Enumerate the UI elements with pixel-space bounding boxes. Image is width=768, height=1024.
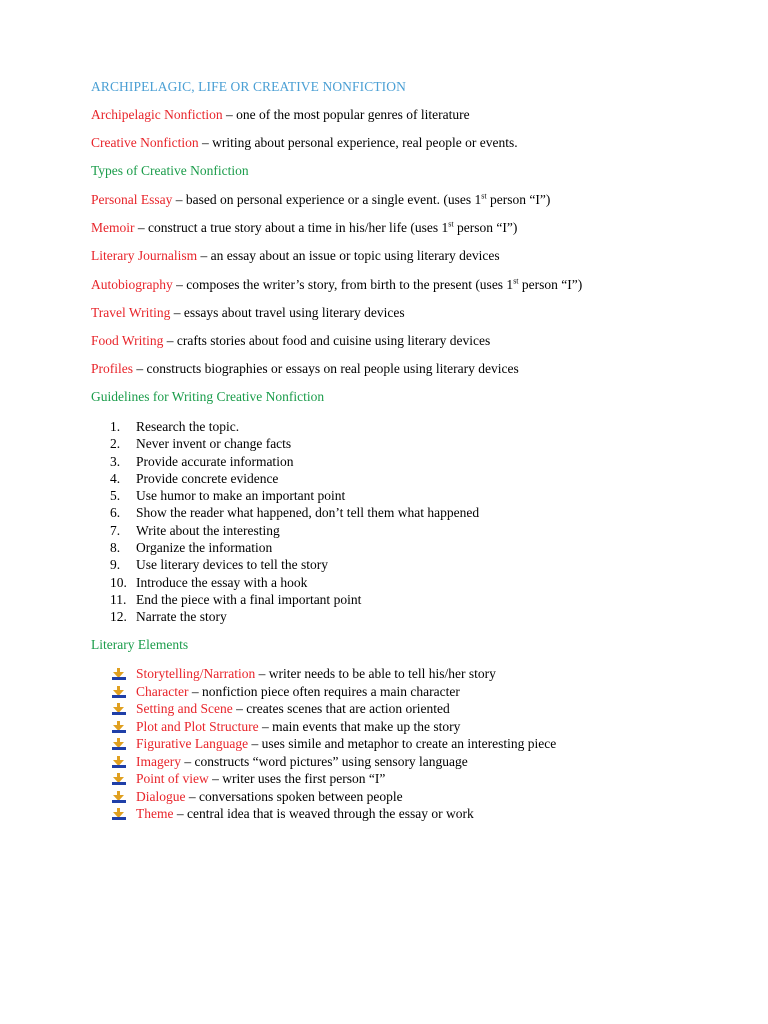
arrow-bullet-icon xyxy=(112,738,126,750)
element-desc: – uses simile and metaphor to create an interesting piece xyxy=(248,736,557,751)
type-autobiography xyxy=(91,277,582,293)
definition-archipelagic xyxy=(91,107,470,123)
type-term: Memoir xyxy=(91,220,135,235)
list-item xyxy=(91,522,479,539)
element-term: Dialogue xyxy=(136,788,186,804)
element-desc: – writer needs to be able to tell his/her story xyxy=(255,666,496,681)
list-text: Show the reader what happened, don’t tell them what happened xyxy=(136,505,480,521)
arrow-bullet-icon xyxy=(112,756,126,768)
guidelines-heading: Guidelines for Writing Creative Nonfiction xyxy=(91,389,325,404)
type-desc: – based on personal experience or a single event. (uses 1 xyxy=(172,192,482,207)
type-tail: person “I”) xyxy=(486,192,551,207)
list-item xyxy=(91,556,479,573)
arrow-bullet-icon xyxy=(112,686,126,698)
list-number: 3. xyxy=(110,453,121,469)
element-term: Figurative Language xyxy=(136,736,249,751)
type-term: Autobiography xyxy=(91,277,173,292)
list-number: 2. xyxy=(110,436,121,452)
list-text: Never invent or change facts xyxy=(136,436,292,452)
list-item xyxy=(91,418,479,435)
type-term: Personal Essay xyxy=(91,192,173,207)
list-text: Use literary devices to tell the story xyxy=(136,557,328,573)
list-item xyxy=(91,487,479,504)
type-memoir xyxy=(91,220,517,236)
type-term: Food Writing xyxy=(91,333,164,348)
definition-desc: – one of the most popular genres of literature xyxy=(222,107,470,122)
list-number: 4. xyxy=(110,470,121,486)
type-sup: st xyxy=(448,219,454,229)
type-personal-essay xyxy=(91,192,550,208)
list-text: Write about the interesting xyxy=(136,522,280,538)
arrow-bullet-icon xyxy=(112,703,126,715)
definition-creative xyxy=(91,135,518,151)
list-item xyxy=(91,539,479,556)
list-number: 5. xyxy=(110,488,121,504)
elements-list xyxy=(112,665,556,823)
list-item xyxy=(112,665,556,683)
list-item xyxy=(112,788,556,806)
arrow-bullet-icon xyxy=(112,668,126,680)
definition-desc: – writing about personal experience, real people or events. xyxy=(198,135,518,150)
element-term: Point of view xyxy=(136,771,209,786)
element-desc: – creates scenes that are action oriented xyxy=(232,701,450,716)
list-number: 12. xyxy=(110,609,127,625)
arrow-bullet-icon xyxy=(112,791,126,803)
arrow-bullet-icon xyxy=(112,773,126,785)
arrow-bullet-icon xyxy=(112,808,126,820)
type-term: Profiles xyxy=(91,361,133,376)
element-term: Plot and Plot Structure xyxy=(136,718,259,734)
element-term: Theme xyxy=(136,806,174,821)
type-desc: – crafts stories about food and cuisine using literary devices xyxy=(163,333,491,348)
list-text: Organize the information xyxy=(136,540,273,556)
list-item xyxy=(91,504,479,521)
arrow-bullet-icon xyxy=(112,721,126,733)
type-term: Travel Writing xyxy=(91,305,171,320)
element-term: Imagery xyxy=(136,753,181,769)
list-text: Provide accurate information xyxy=(136,453,294,469)
type-literary-journalism xyxy=(91,248,500,264)
list-number: 9. xyxy=(110,557,121,573)
list-item xyxy=(91,608,479,625)
list-item xyxy=(91,470,479,487)
type-desc: – construct a true story about a time in his/her life (uses 1 xyxy=(134,220,449,235)
list-item xyxy=(112,770,556,788)
list-item xyxy=(112,753,556,771)
list-number: 1. xyxy=(110,419,121,434)
element-term: Storytelling/Narration xyxy=(136,666,256,681)
element-desc: – nonfiction piece often requires a main character xyxy=(188,683,460,699)
element-desc: – writer uses the first person “I” xyxy=(208,771,386,786)
element-desc: – main events that make up the story xyxy=(258,718,461,734)
list-number: 7. xyxy=(110,522,121,538)
list-number: 11. xyxy=(110,591,127,607)
list-text: Use humor to make an important point xyxy=(136,488,346,504)
list-item xyxy=(112,683,556,701)
list-item xyxy=(112,700,556,718)
type-food-writing xyxy=(91,333,490,349)
list-item xyxy=(112,718,556,736)
list-item xyxy=(112,805,556,823)
type-travel-writing xyxy=(91,305,405,321)
list-item xyxy=(91,574,479,591)
element-desc: – central idea that is weaved through the essay or work xyxy=(173,806,474,821)
definition-term: Creative Nonfiction xyxy=(91,135,199,150)
type-term: Literary Journalism xyxy=(91,248,198,263)
element-term: Setting and Scene xyxy=(136,701,233,716)
element-term: Character xyxy=(136,683,189,699)
list-item xyxy=(112,735,556,753)
definition-term: Archipelagic Nonfiction xyxy=(91,107,223,122)
list-number: 6. xyxy=(110,505,121,521)
list-number: 8. xyxy=(110,540,121,556)
list-text: Research the topic. xyxy=(136,419,240,434)
type-desc: – essays about travel using literary devices xyxy=(170,305,405,320)
elements-heading: Literary Elements xyxy=(91,637,189,652)
list-text: End the piece with a final important point xyxy=(136,591,362,607)
list-item xyxy=(91,591,479,608)
type-profiles xyxy=(91,361,519,377)
guidelines-list xyxy=(91,418,479,626)
type-desc: – constructs biographies or essays on real people using literary devices xyxy=(133,361,519,376)
type-sup: st xyxy=(481,191,487,201)
list-number: 10. xyxy=(110,574,127,590)
element-desc: – constructs “word pictures” using sensory language xyxy=(180,753,468,769)
list-text: Provide concrete evidence xyxy=(136,470,279,486)
type-tail: person “I”) xyxy=(518,277,583,292)
type-desc: – an essay about an issue or topic using literary devices xyxy=(197,248,500,263)
type-tail: person “I”) xyxy=(453,220,518,235)
list-item xyxy=(91,435,479,452)
document-title: ARCHIPELAGIC, LIFE OR CREATIVE NONFICTION xyxy=(91,79,406,94)
element-desc: – conversations spoken between people xyxy=(185,788,403,804)
list-text: Introduce the essay with a hook xyxy=(136,574,308,590)
list-item xyxy=(91,453,479,470)
list-text: Narrate the story xyxy=(136,609,227,625)
types-heading: Types of Creative Nonfiction xyxy=(91,163,249,178)
type-desc: – composes the writer’s story, from birth to the present (uses 1 xyxy=(172,277,514,292)
type-sup: st xyxy=(513,276,519,286)
